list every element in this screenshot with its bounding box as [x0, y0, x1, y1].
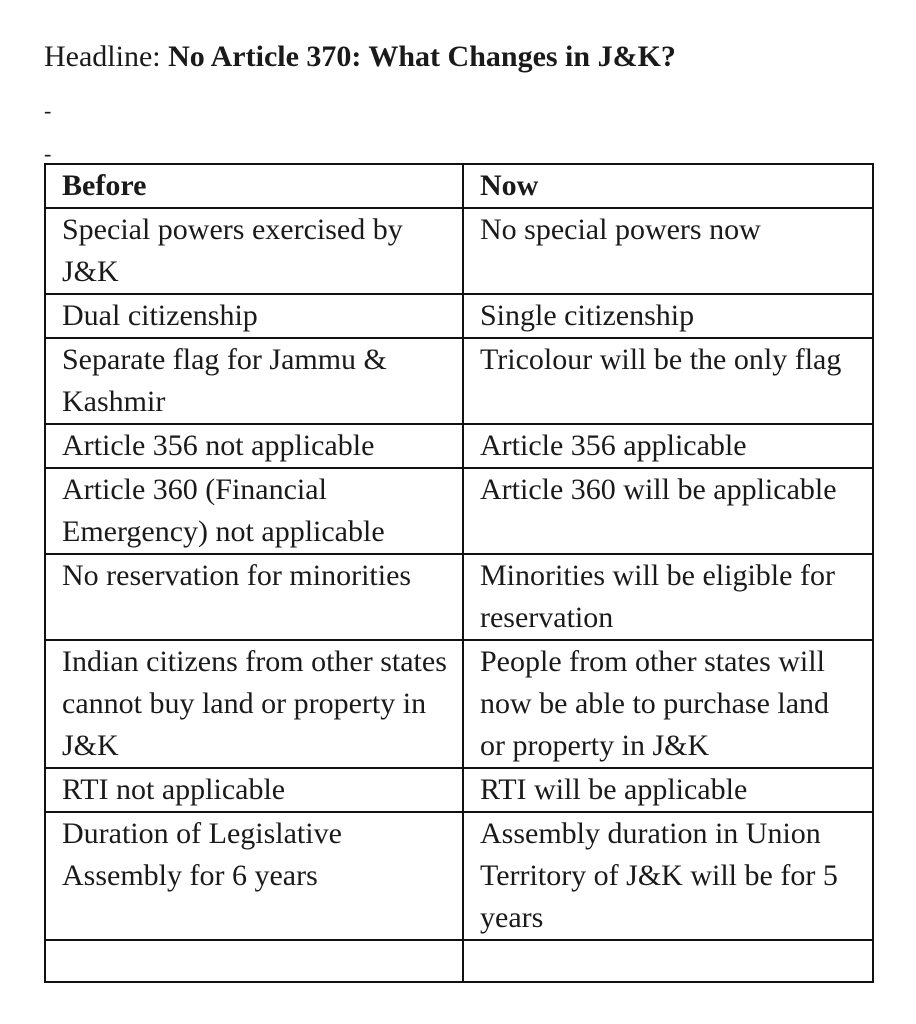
cell-now: Minorities will be eligible for reservation [463, 554, 873, 640]
cell-before: Article 356 not applicable [45, 424, 463, 468]
cell-now: Article 360 will be applicable [463, 468, 873, 554]
table-row [45, 294, 873, 338]
table-row [45, 812, 873, 940]
table-row [45, 468, 873, 554]
cell-now: People from other states will now be able to purchase land or property in J&K [463, 640, 873, 768]
table-row [45, 424, 873, 468]
cell-now: Article 356 applicable [463, 424, 873, 468]
table-header-row [45, 164, 873, 208]
column-header-before: Before [45, 164, 463, 208]
cell-before [45, 940, 463, 982]
column-header-now: Now [463, 164, 873, 208]
cell-now: No special powers now [463, 208, 873, 294]
cell-now: Single citizenship [463, 294, 873, 338]
cell-now: RTI will be applicable [463, 768, 873, 812]
comparison-table [44, 163, 874, 983]
dash-marker: - [44, 98, 52, 123]
table-row [45, 338, 873, 424]
table-row [45, 640, 873, 768]
cell-before: Special powers exercised by J&K [45, 208, 463, 294]
table-row-empty [45, 940, 873, 982]
headline-label: Headline: [44, 40, 161, 73]
table-row [45, 554, 873, 640]
headline-title: No Article 370: What Changes in J&K? [168, 40, 676, 73]
cell-before: Duration of Legislative Assembly for 6 years [45, 812, 463, 940]
cell-before: No reservation for minorities [45, 554, 463, 640]
table-row [45, 208, 873, 294]
cell-before: Dual citizenship [45, 294, 463, 338]
cell-now: Tricolour will be the only flag [463, 338, 873, 424]
dash-marker: - [44, 141, 52, 166]
cell-before: Separate flag for Jammu & Kashmir [45, 338, 463, 424]
cell-before: Indian citizens from other states cannot buy land or property in J&K [45, 640, 463, 768]
cell-before: Article 360 (Financial Emergency) not applicable [45, 468, 463, 554]
headline [44, 36, 676, 78]
cell-now: Assembly duration in Union Territory of J&K will be for 5 years [463, 812, 873, 940]
cell-before: RTI not applicable [45, 768, 463, 812]
cell-now [463, 940, 873, 982]
table-row [45, 768, 873, 812]
